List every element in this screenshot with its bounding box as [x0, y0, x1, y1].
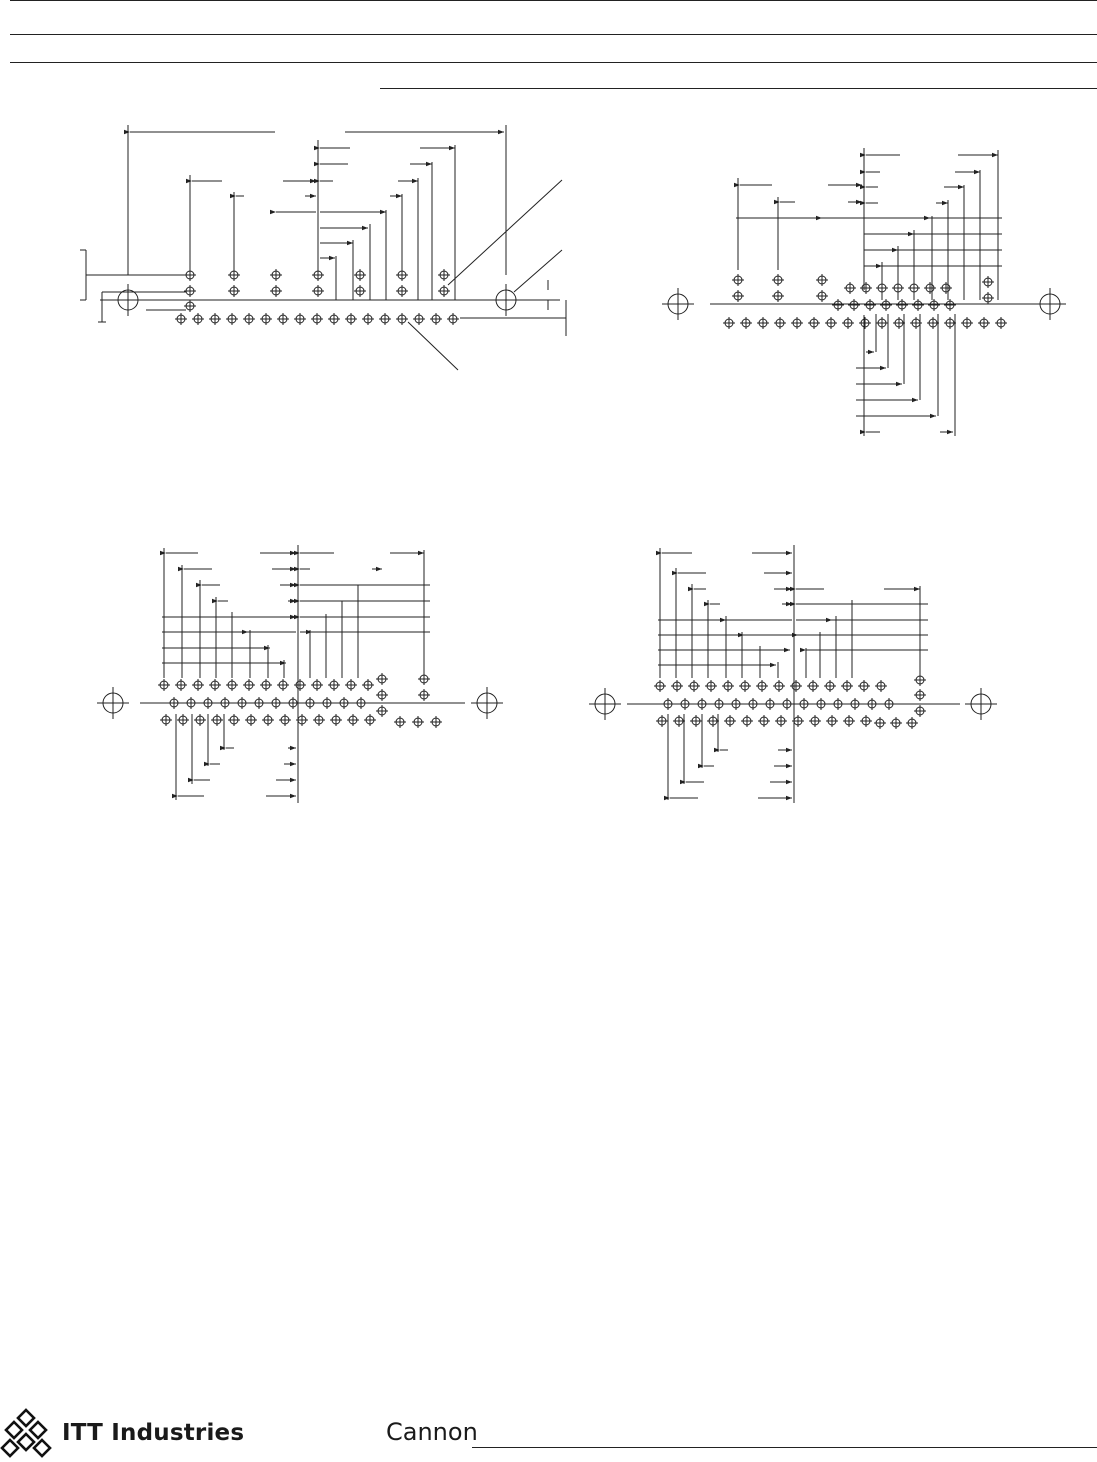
- crosshair-contact-icon: [175, 679, 187, 691]
- crosshair-contact-icon: [354, 269, 366, 281]
- crosshair-contact-icon: [848, 299, 860, 311]
- crosshair-contact-icon: [262, 714, 274, 726]
- crosshair-contact-icon: [430, 716, 442, 728]
- crosshair-contact-icon: [311, 313, 323, 325]
- diagram-layout-b: [662, 148, 1066, 436]
- crosshair-contact-icon: [914, 705, 926, 717]
- crosshair-contact-icon: [883, 698, 895, 710]
- crosshair-contact-icon: [418, 689, 430, 701]
- crosshair-contact-icon: [798, 698, 810, 710]
- crosshair-contact-icon: [328, 679, 340, 691]
- crosshair-contact-icon: [816, 274, 828, 286]
- crosshair-contact-icon: [842, 317, 854, 329]
- crosshair-contact-icon: [447, 313, 459, 325]
- footer-rule: [472, 1447, 1097, 1448]
- crosshair-contact-icon: [790, 680, 802, 692]
- crosshair-contact-icon: [294, 313, 306, 325]
- crosshair-contact-icon: [396, 285, 408, 297]
- crosshair-contact-icon: [158, 679, 170, 691]
- crosshair-contact-icon: [192, 313, 204, 325]
- crosshair-contact-icon: [438, 269, 450, 281]
- crosshair-contact-icon: [438, 285, 450, 297]
- crosshair-contact-icon: [859, 317, 871, 329]
- crosshair-contact-icon: [160, 714, 172, 726]
- crosshair-contact-icon: [270, 697, 282, 709]
- crosshair-contact-icon: [313, 714, 325, 726]
- contact-row-top: [184, 269, 450, 281]
- crosshair-contact-icon: [690, 715, 702, 727]
- crosshair-contact-icon: [696, 698, 708, 710]
- crosshair-contact-icon: [662, 698, 674, 710]
- crosshair-contact-icon: [394, 716, 406, 728]
- crosshair-contact-icon: [860, 282, 872, 294]
- crosshair-contact-icon: [430, 313, 442, 325]
- crosshair-contact-icon: [730, 698, 742, 710]
- crosshair-contact-icon: [253, 697, 265, 709]
- crosshair-contact-icon: [209, 679, 221, 691]
- crosshair-contact-icon: [321, 697, 333, 709]
- crosshair-contact-icon: [168, 697, 180, 709]
- crosshair-contact-icon: [858, 680, 870, 692]
- mounting-hole-icon: [471, 687, 503, 719]
- crosshair-contact-icon: [236, 697, 248, 709]
- contact-row-bottom: [656, 715, 918, 729]
- crosshair-contact-icon: [345, 679, 357, 691]
- crosshair-contact-icon: [192, 679, 204, 691]
- crosshair-contact-icon: [184, 285, 196, 297]
- crosshair-contact-icon: [815, 698, 827, 710]
- crosshair-contact-icon: [412, 716, 424, 728]
- crosshair-contact-icon: [673, 715, 685, 727]
- crosshair-contact-icon: [311, 679, 323, 691]
- crosshair-contact-icon: [243, 679, 255, 691]
- crosshair-contact-icon: [312, 285, 324, 297]
- crosshair-contact-icon: [177, 714, 189, 726]
- crosshair-contact-icon: [741, 715, 753, 727]
- crosshair-contact-icon: [940, 282, 952, 294]
- crosshair-contact-icon: [376, 689, 388, 701]
- crosshair-contact-icon: [304, 697, 316, 709]
- crosshair-contact-icon: [185, 697, 197, 709]
- crosshair-contact-icon: [294, 679, 306, 691]
- crosshair-contact-icon: [880, 299, 892, 311]
- crosshair-contact-icon: [362, 313, 374, 325]
- diagram-layout-a: [80, 125, 566, 370]
- crosshair-contact-icon: [355, 697, 367, 709]
- contact-row-bottom: [723, 317, 1007, 329]
- crosshair-contact-icon: [756, 680, 768, 692]
- crosshair-contact-icon: [228, 269, 240, 281]
- crosshair-contact-icon: [245, 714, 257, 726]
- crosshair-contact-icon: [982, 276, 994, 288]
- crosshair-contact-icon: [364, 714, 376, 726]
- crosshair-contact-icon: [773, 680, 785, 692]
- crosshair-contact-icon: [354, 285, 366, 297]
- mounting-hole-icon: [97, 687, 129, 719]
- crosshair-contact-icon: [774, 317, 786, 329]
- crosshair-contact-icon: [396, 269, 408, 281]
- mounting-hole-icon: [965, 688, 997, 720]
- crosshair-contact-icon: [287, 697, 299, 709]
- contact-row-top: [158, 673, 430, 691]
- crosshair-contact-icon: [874, 717, 886, 729]
- crosshair-contact-icon: [912, 299, 924, 311]
- crosshair-contact-icon: [330, 714, 342, 726]
- crosshair-contact-icon: [211, 714, 223, 726]
- mounting-hole-icon: [662, 288, 694, 320]
- crosshair-contact-icon: [338, 697, 350, 709]
- crosshair-contact-icon: [688, 680, 700, 692]
- crosshair-contact-icon: [896, 299, 908, 311]
- crosshair-contact-icon: [807, 680, 819, 692]
- crosshair-contact-icon: [345, 313, 357, 325]
- crosshair-contact-icon: [849, 698, 861, 710]
- mounting-hole-icon: [589, 688, 621, 720]
- crosshair-contact-icon: [832, 299, 844, 311]
- diagram-layout-d: [589, 545, 997, 803]
- crosshair-contact-icon: [713, 698, 725, 710]
- itt-diamond-logo-icon: [0, 1408, 52, 1458]
- crosshair-contact-icon: [732, 274, 744, 286]
- crosshair-contact-icon: [328, 313, 340, 325]
- crosshair-contact-icon: [739, 680, 751, 692]
- crosshair-contact-icon: [194, 714, 206, 726]
- crosshair-contact-icon: [832, 698, 844, 710]
- crosshair-contact-icon: [866, 698, 878, 710]
- crosshair-contact-icon: [924, 282, 936, 294]
- crosshair-contact-icon: [764, 698, 776, 710]
- crosshair-contact-icon: [376, 705, 388, 717]
- crosshair-contact-icon: [226, 679, 238, 691]
- crosshair-contact-icon: [893, 317, 905, 329]
- crosshair-contact-icon: [260, 679, 272, 691]
- crosshair-contact-icon: [944, 317, 956, 329]
- crosshair-contact-icon: [816, 290, 828, 302]
- crosshair-contact-icon: [724, 715, 736, 727]
- crosshair-contact-icon: [841, 680, 853, 692]
- diagram-layout-c: [97, 545, 503, 803]
- crosshair-contact-icon: [808, 317, 820, 329]
- crosshair-contact-icon: [775, 715, 787, 727]
- crosshair-contact-icon: [860, 715, 872, 727]
- crosshair-contact-icon: [844, 282, 856, 294]
- crosshair-contact-icon: [270, 269, 282, 281]
- brand-name: Cannon: [386, 1418, 478, 1446]
- crosshair-contact-icon: [757, 317, 769, 329]
- contact-row-top: [732, 274, 952, 294]
- crosshair-contact-icon: [671, 680, 683, 692]
- contact-row-bottom: [175, 313, 459, 325]
- crosshair-contact-icon: [243, 313, 255, 325]
- crosshair-contact-icon: [809, 715, 821, 727]
- crosshair-contact-icon: [747, 698, 759, 710]
- crosshair-contact-icon: [228, 285, 240, 297]
- crosshair-contact-icon: [347, 714, 359, 726]
- crosshair-contact-icon: [396, 313, 408, 325]
- crosshair-contact-icon: [978, 317, 990, 329]
- crosshair-contact-icon: [890, 717, 902, 729]
- crosshair-contact-icon: [876, 317, 888, 329]
- crosshair-contact-icon: [914, 689, 926, 701]
- crosshair-contact-icon: [679, 698, 691, 710]
- crosshair-contact-icon: [413, 313, 425, 325]
- crosshair-contact-icon: [705, 680, 717, 692]
- crosshair-contact-icon: [824, 680, 836, 692]
- company-name: ITT Industries: [62, 1420, 245, 1446]
- crosshair-contact-icon: [995, 317, 1007, 329]
- crosshair-contact-icon: [906, 717, 918, 729]
- crosshair-contact-icon: [279, 714, 291, 726]
- crosshair-contact-icon: [758, 715, 770, 727]
- crosshair-contact-icon: [843, 715, 855, 727]
- crosshair-contact-icon: [376, 673, 388, 685]
- crosshair-contact-icon: [260, 313, 272, 325]
- contact-row-top: [654, 674, 926, 692]
- contact-row-middle: [184, 285, 450, 312]
- crosshair-contact-icon: [732, 290, 744, 302]
- crosshair-contact-icon: [825, 317, 837, 329]
- crosshair-contact-icon: [982, 292, 994, 304]
- crosshair-contact-icon: [772, 274, 784, 286]
- contact-row-middle: [732, 276, 994, 311]
- crosshair-contact-icon: [928, 299, 940, 311]
- contact-row-bottom: [160, 705, 442, 728]
- crosshair-contact-icon: [219, 697, 231, 709]
- crosshair-contact-icon: [379, 313, 391, 325]
- crosshair-contact-icon: [875, 680, 887, 692]
- crosshair-contact-icon: [781, 698, 793, 710]
- crosshair-contact-icon: [202, 697, 214, 709]
- crosshair-contact-icon: [654, 680, 666, 692]
- crosshair-contact-icon: [270, 285, 282, 297]
- crosshair-contact-icon: [707, 715, 719, 727]
- crosshair-contact-icon: [277, 313, 289, 325]
- crosshair-contact-icon: [312, 269, 324, 281]
- crosshair-contact-icon: [656, 715, 668, 727]
- crosshair-contact-icon: [277, 679, 289, 691]
- crosshair-contact-icon: [927, 317, 939, 329]
- crosshair-contact-icon: [362, 679, 374, 691]
- crosshair-contact-icon: [826, 715, 838, 727]
- contact-row-middle: [168, 689, 430, 709]
- crosshair-contact-icon: [723, 317, 735, 329]
- crosshair-contact-icon: [772, 290, 784, 302]
- crosshair-contact-icon: [944, 299, 956, 311]
- crosshair-contact-icon: [209, 313, 221, 325]
- crosshair-contact-icon: [226, 313, 238, 325]
- crosshair-contact-icon: [722, 680, 734, 692]
- crosshair-contact-icon: [740, 317, 752, 329]
- crosshair-contact-icon: [791, 317, 803, 329]
- crosshair-contact-icon: [175, 313, 187, 325]
- crosshair-contact-icon: [864, 299, 876, 311]
- crosshair-contact-icon: [961, 317, 973, 329]
- crosshair-contact-icon: [228, 714, 240, 726]
